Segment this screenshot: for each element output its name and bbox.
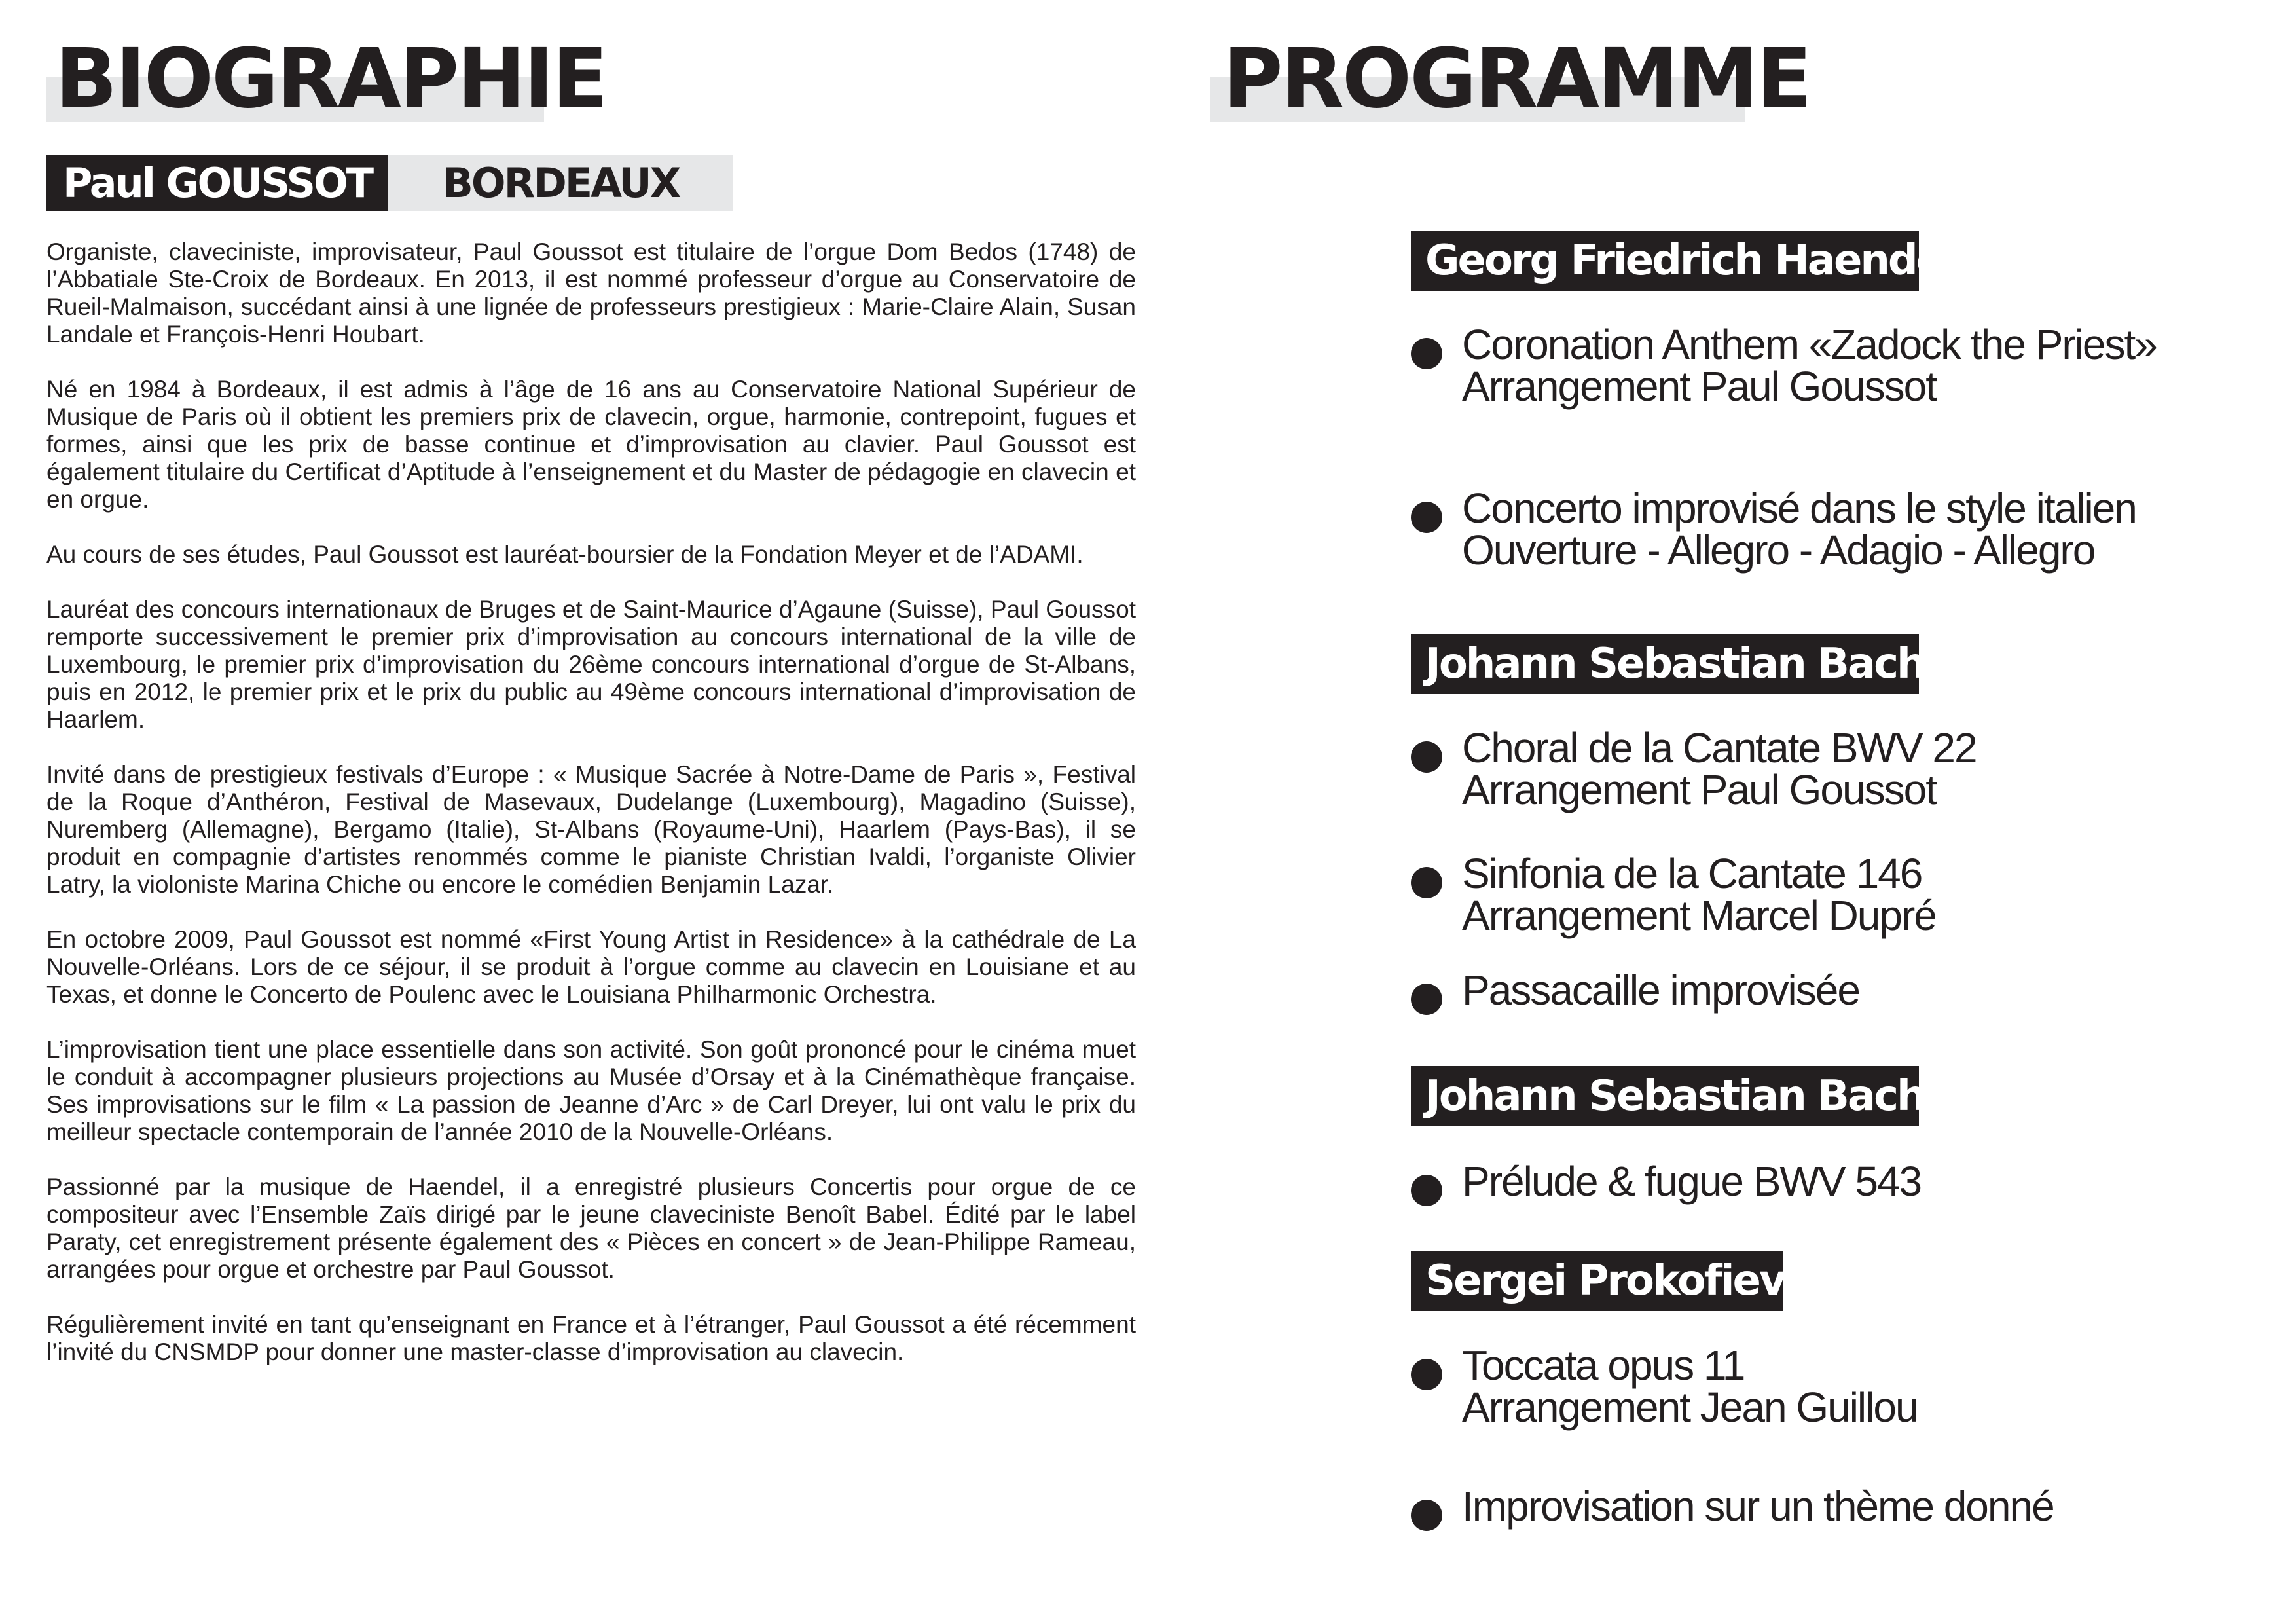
bio-paragraph: Au cours de ses études, Paul Goussot est lauréat-boursier de la Fondation Meyer et de l’ADAMI.	[46, 541, 1084, 568]
bio-paragraph: Passionné par la musique de Haendel, il a enregistré plusieurs Concertis pour orgue de ce compositeur avec l’Ensemble Zaïs dirigé par le jeune claveciniste Benoît Babel. Édité par le label Paraty, cet enregistrement présente également des « Pièces en concert » de Jean-Philippe Rameau, arrangées pour orgue et orchestre par Paul Goussot.	[46, 1173, 1136, 1283]
piece-arrangement: Arrangement Marcel Dupré	[1462, 892, 1936, 939]
piece-title: Passacaille improvisée	[1462, 967, 1859, 1014]
artist-name: Paul GOUSSOT	[46, 155, 388, 211]
piece-title: Toccata opus 11	[1462, 1342, 1745, 1389]
bio-paragraph: Organiste, claveciniste, improvisateur, Paul Goussot est titulaire de l’orgue Dom Bedos (1748) de l’Abbatiale Ste-Croix de Bordeaux. En 2013, il est nommé professeur d’orgue au Conservatoire de Rueil-Malmaison, succédant ainsi à une lignée de professeurs prestigieux : Marie-Claire Alain, Susan Landale et François-Henri Houbart.	[46, 238, 1136, 348]
bullet-icon	[1411, 1500, 1442, 1531]
piece-title: Prélude & fugue BWV 543	[1462, 1158, 1922, 1205]
composer-prokofiev: Sergei Prokofiev	[1411, 1251, 1783, 1311]
bullet-icon	[1411, 741, 1442, 773]
piece-arrangement: Arrangement Paul Goussot	[1462, 363, 1936, 410]
bullet-icon	[1411, 338, 1442, 369]
biography-heading: BIOGRAPHIE	[55, 31, 606, 126]
composer-bach-1: Johann Sebastian Bach	[1411, 634, 1919, 694]
artist-city: BORDEAUX	[388, 155, 733, 211]
piece-title: Concerto improvisé dans le style italien	[1462, 485, 2136, 532]
composer-bach-2: Johann Sebastian Bach	[1411, 1066, 1919, 1126]
piece-title: Sinfonia de la Cantate 146	[1462, 850, 1922, 897]
bio-paragraph: Lauréat des concours internationaux de Bruges et de Saint-Maurice d’Agaune (Suisse), Paul Goussot remporte successivement le premier prix d’improvisation au concours international de la ville de Luxembourg, le premier prix d’improvisation du 26ème concours international d’orgue de St-Albans, puis en 2012, le premier prix et le prix du public au 49ème concours international d’improvisation de Haarlem.	[46, 596, 1136, 733]
bio-paragraph: En octobre 2009, Paul Goussot est nommé «First Young Artist in Residence» à la cathédrale de La Nouvelle-Orléans. Lors de ce séjour, il se produit à l’orgue comme au clavecin en Louisiane et au Texas, et donne le Concerto de Poulenc avec le Louisiana Philharmonic Orchestra.	[46, 926, 1136, 1008]
bio-paragraph: Né en 1984 à Bordeaux, il est admis à l’âge de 16 ans au Conservatoire National Supérieur de Musique de Paris où il obtient les premiers prix de clavecin, orgue, harmonie, contrepoint, fugues et formes, ainsi que les prix de basse continue et d’improvisation au clavier. Paul Goussot est également titulaire du Certificat d’Aptitude à l’enseignement et du Master de pédagogie en clavecin et en orgue.	[46, 376, 1136, 513]
piece-arrangement: Arrangement Jean Guillou	[1462, 1384, 1918, 1431]
piece-title: Improvisation sur un thème donné	[1462, 1483, 2054, 1530]
piece-movements: Ouverture - Allegro - Adagio - Allegro	[1462, 526, 2095, 574]
bio-paragraph: Invité dans de prestigieux festivals d’Europe : « Musique Sacrée à Notre-Dame de Paris », Festival de la Roque d’Anthéron, Festival de Masevaux, Dudelange (Luxembourg), Magadino (Suisse), Nuremberg (Allemagne), Bergamo (Italie), St-Albans (Royaume-Uni), Haarlem (Pays-Bas), il se produit en compagnie d’artistes renommés comme le pianiste Christian Ivaldi, l’organiste Olivier Latry, la violoniste Marina Chiche ou encore le comédien Benjamin Lazar.	[46, 761, 1136, 898]
bullet-icon	[1411, 502, 1442, 533]
piece-title: Coronation Anthem «Zadock the Priest»	[1462, 321, 2157, 368]
bullet-icon	[1411, 867, 1442, 898]
piece-arrangement: Arrangement Paul Goussot	[1462, 766, 1936, 813]
bio-paragraph: Régulièrement invité en tant qu’enseignant en France et à l’étranger, Paul Goussot a été récemment l’invité du CNSMDP pour donner une master-classe d’improvisation au clavecin.	[46, 1311, 1136, 1365]
bullet-icon	[1411, 984, 1442, 1015]
bullet-icon	[1411, 1359, 1442, 1390]
bullet-icon	[1411, 1175, 1442, 1206]
biography-text	[46, 238, 1136, 1393]
composer-haendel: Georg Friedrich Haendel	[1411, 231, 1919, 291]
artist-banner	[46, 155, 733, 211]
piece-title: Choral de la Cantate BWV 22	[1462, 724, 1977, 771]
programme-heading: PROGRAMME	[1223, 31, 1810, 126]
bio-paragraph: L’improvisation tient une place essentielle dans son activité. Son goût prononcé pour le cinéma muet le conduit à accompagner plusieurs projections au Musée d’Orsay et à la Cinémathèque française. Ses improvisations sur le film « La passion de Jeanne d’Arc » de Carl Dreyer, lui ont valu le prix du meilleur spectacle contemporain de l’année 2010 de la Nouvelle-Orléans.	[46, 1036, 1136, 1145]
